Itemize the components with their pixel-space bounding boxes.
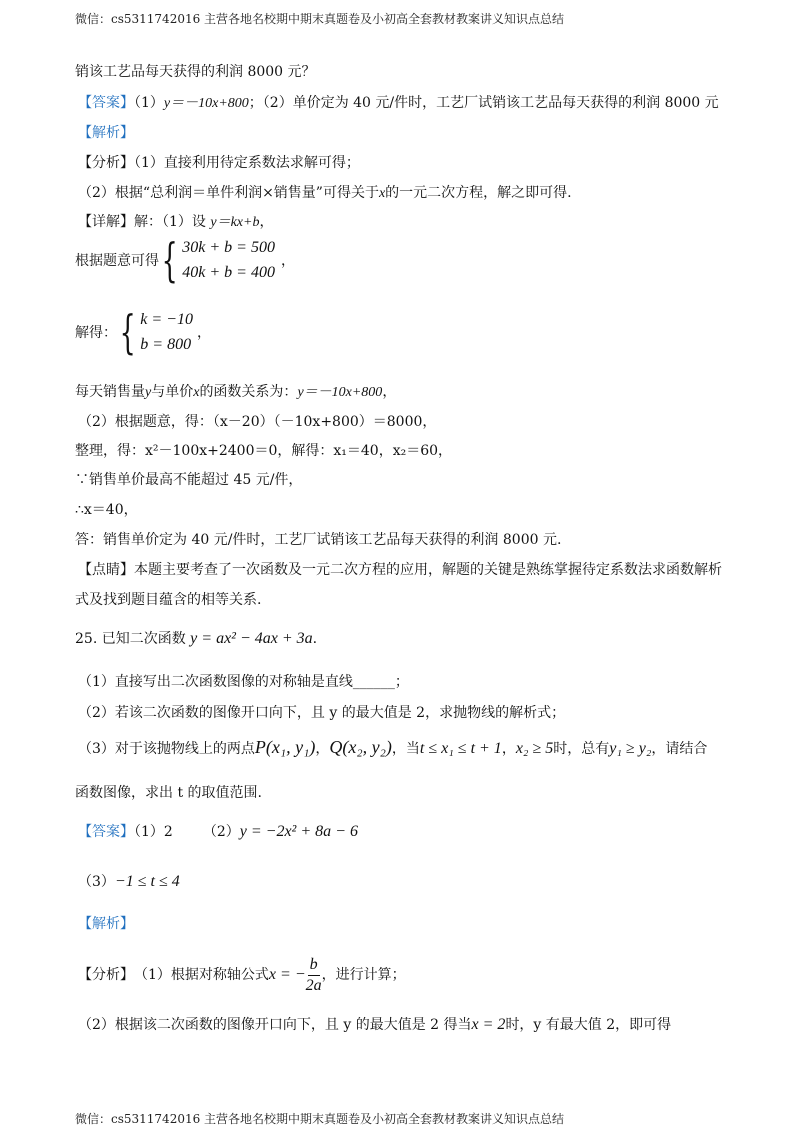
q25-condition-2: x₂ ≥ 5 bbox=[515, 740, 554, 757]
dianjing-line-1 bbox=[78, 560, 722, 580]
detail-line-2: （2）根据题意，得：（x－20）（－10x+800）＝8000， bbox=[78, 414, 437, 430]
q25-fenxi-text-1a: （1）根据对称轴公式 bbox=[134, 967, 269, 983]
system-1-row-2: 40k + b = 400 bbox=[182, 264, 275, 281]
dianjing-line-2: 式及找到题目蕴含的相等关系. bbox=[75, 592, 262, 608]
system-1-rows bbox=[182, 235, 275, 285]
q25-answer-1: （1）2 bbox=[134, 824, 173, 840]
fraction-numerator: b bbox=[308, 955, 320, 976]
func-var-y: y bbox=[145, 385, 152, 400]
q25-fenxi-line-1 bbox=[78, 950, 406, 1000]
q25-answer-tag: 【答案】 bbox=[78, 824, 134, 840]
detail-equation: y＝kx+b bbox=[210, 215, 260, 230]
q25-point-P: P(x₁, y₁) bbox=[254, 737, 316, 757]
system-2-tail: ， bbox=[196, 325, 211, 341]
question-continuation: 销该工艺品每天获得的利润 8000 元？ bbox=[75, 64, 316, 80]
answer-equation: y＝－10x+800 bbox=[163, 96, 249, 111]
q25-equation: y = ax² − 4ax + 3a bbox=[190, 630, 313, 647]
page-footer: 微信：cs5311742016 主营各地名校期中期末真题卷及小初高全套教材教案讲义知识点总结 bbox=[75, 1112, 565, 1126]
q25-answer-line-2 bbox=[78, 872, 180, 892]
q25-3-text-e: ，请结合 bbox=[651, 741, 708, 757]
q25-3-sep: ， bbox=[315, 741, 330, 757]
q25-answer-line-1 bbox=[78, 822, 358, 842]
detail-text-1a: 解：（1）设 bbox=[134, 214, 211, 230]
q25-fenxi-line-2 bbox=[78, 1015, 671, 1035]
detail-text-1b: ， bbox=[259, 214, 274, 230]
q25-3-text-a: （3）对于该抛物线上的两点 bbox=[78, 741, 255, 757]
q25-text-b: . bbox=[312, 631, 318, 647]
detail-line-3: 整理，得：x²－100x+2400＝0，解得：x₁＝40，x₂＝60， bbox=[75, 443, 453, 459]
fenxi-var-x: x bbox=[378, 186, 386, 201]
question-25-part-2: （2）若该二次函数的图像开口向下，且 y 的最大值是 2，求抛物线的解析式； bbox=[78, 705, 566, 721]
fenxi-text-1: （1）直接利用待定系数法求解可得； bbox=[134, 155, 360, 171]
q25-answer-3-equation: −1 ≤ t ≤ 4 bbox=[114, 873, 180, 890]
q25-text-a: 25. 已知二次函数 bbox=[75, 631, 191, 647]
answer-part1-label: （1） bbox=[134, 95, 164, 111]
q25-fenxi-fraction bbox=[306, 955, 322, 996]
analysis-tag: 【解析】 bbox=[78, 125, 134, 141]
q25-condition-3: y₁ ≥ y₂ bbox=[609, 740, 652, 757]
q25-answer-3-label: （3） bbox=[78, 874, 115, 890]
fenxi-text-2a: （2）根据“总利润＝单件利润×销售量”可得关于 bbox=[78, 185, 379, 201]
system-2-rows bbox=[140, 307, 193, 357]
system-2-label: 解得： bbox=[75, 325, 117, 341]
detail-conclusion: 答：销售单价定为 40 元/件时，工艺厂试销该工艺品每天获得的利润 8000 元. bbox=[75, 532, 562, 548]
q25-fenxi-equation: x = 2 bbox=[471, 1016, 506, 1033]
fraction-denominator: 2a bbox=[305, 976, 322, 994]
left-brace: { bbox=[161, 233, 178, 287]
q25-3-text-b: ，当 bbox=[391, 741, 420, 757]
left-brace: { bbox=[119, 305, 136, 359]
q25-fenxi-text-2b: 时，y 有最大值 2，即可得 bbox=[505, 1017, 672, 1033]
func-text-d: ， bbox=[382, 384, 397, 400]
q25-fenxi-text-1b: ，进行计算； bbox=[321, 967, 406, 983]
question-25-part-3 bbox=[78, 737, 707, 759]
dianjing-tag: 【点睛】 bbox=[78, 562, 134, 578]
fenxi-line-2 bbox=[78, 183, 572, 204]
dianjing-text-1: 本题主要考查了一次函数及一元二次方程的应用，解题的关键是熟练掌握待定系数法求函数解析 bbox=[134, 562, 722, 578]
detail-line-5: ∴x＝40， bbox=[75, 502, 138, 518]
q25-answer-2-equation: y = −2x² + 8a − 6 bbox=[239, 823, 358, 840]
func-text-c: 的函数关系为： bbox=[199, 384, 298, 400]
q25-fenxi-tag: 【分析】 bbox=[78, 967, 134, 983]
system-1-tail: ， bbox=[280, 253, 295, 269]
q25-fenxi-text-2a: （2）根据该二次函数的图像开口向下，且 y 的最大值是 2 得当 bbox=[78, 1017, 472, 1033]
answer-tag: 【答案】 bbox=[78, 95, 134, 111]
page-header: 微信：cs5311742016 主营各地名校期中期末真题卷及小初高全套教材教案讲义知识点总结 bbox=[75, 12, 565, 26]
question-25-stem bbox=[75, 629, 317, 649]
equation-system-1 bbox=[75, 235, 295, 285]
detail-tag: 【详解】 bbox=[78, 214, 134, 230]
q25-point-Q: Q(x₂, y₂) bbox=[329, 737, 392, 757]
q25-3-text-c: ， bbox=[501, 741, 516, 757]
q25-3-text-d: 时，总有 bbox=[553, 741, 610, 757]
function-relation-line bbox=[75, 382, 396, 403]
q25-answer-2-label: （2） bbox=[202, 824, 240, 840]
answer-part2: ；（2）单价定为 40 元/件时，工艺厂试销该工艺品每天获得的利润 8000 元 bbox=[248, 95, 719, 111]
func-equation: y＝－10x+800 bbox=[297, 385, 383, 400]
q25-analysis-tag: 【解析】 bbox=[78, 916, 134, 932]
system-2-row-1: k = −10 bbox=[140, 311, 193, 328]
fenxi-tag: 【分析】 bbox=[78, 155, 134, 171]
equation-system-2 bbox=[75, 307, 211, 357]
q25-fenxi-formula-lhs: x = − bbox=[268, 966, 306, 983]
detail-line-4: ∵销售单价最高不能超过 45 元/件， bbox=[75, 472, 303, 488]
func-text-b: 与单价 bbox=[151, 384, 194, 400]
question-25-part-1: （1）直接写出二次函数图像的对称轴是直线______； bbox=[78, 674, 409, 690]
fenxi-line-1 bbox=[78, 153, 360, 173]
answer-line bbox=[78, 93, 719, 114]
system-2-row-2: b = 800 bbox=[140, 336, 192, 353]
fenxi-text-2b: 的一元二次方程，解之即可得. bbox=[385, 185, 572, 201]
func-text-a: 每天销售量 bbox=[75, 384, 145, 400]
question-25-part-3-line-2: 函数图像，求出 t 的取值范围. bbox=[75, 785, 262, 801]
system-1-label: 根据题意可得 bbox=[75, 253, 159, 269]
q25-condition-1: t ≤ x₁ ≤ t + 1 bbox=[419, 740, 502, 757]
detail-line-1 bbox=[78, 212, 273, 233]
system-1-row-1: 30k + b = 500 bbox=[182, 239, 275, 256]
func-var-x: x bbox=[193, 385, 200, 400]
